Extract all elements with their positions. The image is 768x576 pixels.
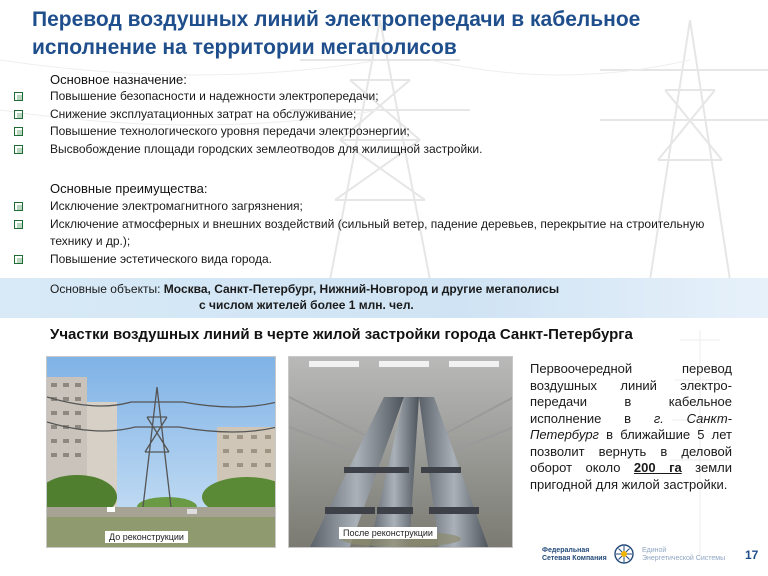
list-item-text: Повышение безопасности и надежности электропередачи; <box>50 89 379 103</box>
before-photo <box>46 356 276 548</box>
side-description <box>530 361 732 493</box>
after-photo <box>288 356 513 548</box>
list-item-text: Исключение электромагнитного загрязнения; <box>50 199 303 213</box>
area-highlight: 200 га <box>633 460 682 475</box>
advantages-list <box>14 198 714 268</box>
objects-line <box>50 282 559 296</box>
checkbox-bullet-icon <box>14 127 23 136</box>
before-photo-image <box>47 357 276 548</box>
company-logo-text <box>542 547 607 563</box>
before-caption: До реконструкции <box>105 531 188 543</box>
advantages-heading: Основные преимущества: <box>50 181 208 196</box>
energy-system-text <box>642 547 725 563</box>
company-emblem-icon <box>614 544 634 564</box>
list-item-text: Высвобождение площади городских землеотводов для жилищной застройки. <box>50 141 483 156</box>
checkbox-bullet-icon <box>14 255 23 264</box>
company-line: Сетевая Компания <box>542 555 607 562</box>
side-text-part: в ближайшие 5 лет позволит вернуть в деловой оборот около <box>530 427 732 475</box>
after-photo-image <box>289 357 513 548</box>
checkbox-bullet-icon <box>14 202 23 211</box>
list-item <box>14 251 714 269</box>
list-item-text: Повышение эстетического вида города. <box>50 251 272 266</box>
list-item-text: Повышение технологического уровня передачи электроэнергии; <box>50 124 410 138</box>
list-item-text: Снижение эксплуатационных затрат на обслуживание; <box>50 106 357 121</box>
list-item-text: Исключение атмосферных и внешних воздействий (сильный ветер, падение деревьев, перекрытие на строительную технику и др.); <box>50 216 705 248</box>
list-item <box>14 216 714 251</box>
objects-population: с числом жителей более 1 млн. чел. <box>199 298 414 312</box>
slide-title: Перевод воздушных линий электропередачи в кабельное исполнение на территории мегаполисов <box>32 8 641 59</box>
checkbox-bullet-icon <box>14 220 23 229</box>
page-number: 17 <box>745 548 759 562</box>
list-item <box>14 106 734 124</box>
checkbox-bullet-icon <box>14 145 23 154</box>
after-caption: После реконструкции <box>339 527 437 539</box>
side-text-part: земли пригодной для жилой застройки. <box>530 460 732 492</box>
checkbox-bullet-icon <box>14 92 23 101</box>
system-line: Энергетической Системы <box>642 555 726 562</box>
side-text-part: Первоочередной перевод воздушных линий электро-передачи в кабельное исполнение в <box>530 361 732 426</box>
purpose-heading: Основное назначение: <box>50 72 187 87</box>
objects-value: Москва, Санкт-Петербург, Нижний-Новгород и другие мегаполисы <box>163 282 560 296</box>
list-item <box>14 198 714 216</box>
list-item <box>14 88 734 106</box>
photos-heading: Участки воздушных линий в черте жилой застройки города Санкт-Петербурга <box>50 326 633 343</box>
objects-label: Основные объекты: <box>50 282 161 296</box>
list-item <box>14 141 734 159</box>
purpose-list <box>14 88 734 158</box>
system-line: Единой <box>642 547 667 554</box>
list-item <box>14 123 734 141</box>
checkbox-bullet-icon <box>14 110 23 119</box>
company-line: Федеральная <box>542 547 590 554</box>
city-name: г. Санкт-Петербург <box>530 410 732 442</box>
